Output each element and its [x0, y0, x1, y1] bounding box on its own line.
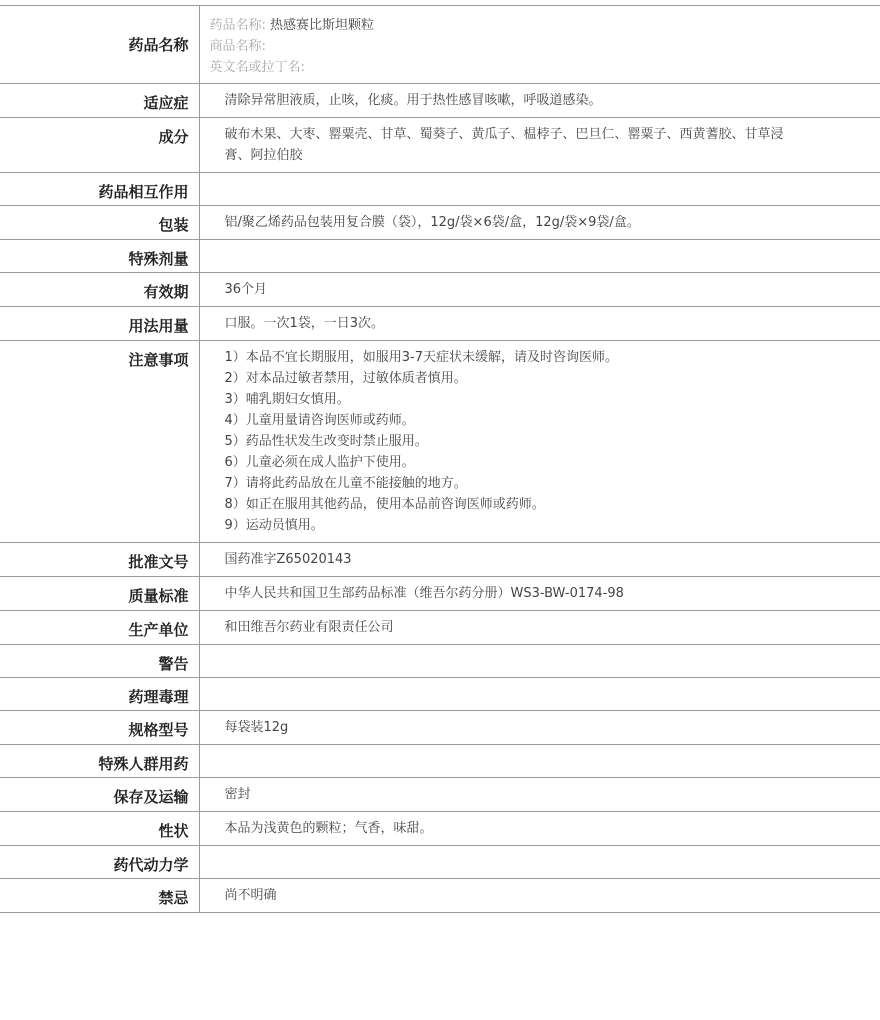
precaution-item: 8）如正在服用其他药品，使用本品前咨询医师或药师。 — [224, 497, 545, 512]
name-line-english: 英文名或拉丁名: — [209, 60, 305, 75]
value-package: 铝/聚乙烯药品包装用复合膜（袋），12g/袋×6袋/盒，12g/袋×9袋/盒。 — [199, 206, 880, 240]
label-interaction: 药品相互作用 — [0, 173, 199, 206]
precaution-item: 3）哺乳期妇女慎用。 — [224, 392, 350, 407]
row-package — [0, 206, 880, 240]
label-precautions: 注意事项 — [0, 341, 199, 543]
precaution-item: 7）请将此药品放在儿童不能接触的地方。 — [224, 476, 467, 491]
name-line-trade: 商品名称: — [209, 39, 266, 54]
value-spec: 每袋装12g — [199, 711, 880, 745]
precaution-item: 9）运动员慎用。 — [224, 518, 324, 533]
label-drug-name: 药品名称 — [0, 6, 199, 84]
label-special-population: 特殊人群用药 — [0, 745, 199, 778]
row-indication — [0, 84, 880, 118]
label-validity: 有效期 — [0, 273, 199, 307]
precaution-item: 5）药品性状发生改变时禁止服用。 — [224, 434, 428, 449]
row-precautions — [0, 341, 880, 543]
row-special-population — [0, 745, 880, 778]
row-pharmacokinetics — [0, 846, 880, 879]
row-storage — [0, 778, 880, 812]
label-standard: 质量标准 — [0, 577, 199, 611]
value-special-population — [199, 745, 880, 778]
row-character — [0, 812, 880, 846]
value-validity: 36个月 — [199, 273, 880, 307]
row-special-dose — [0, 240, 880, 273]
label-approval: 批准文号 — [0, 543, 199, 577]
value-usage: 口服。一次1袋，一日3次。 — [199, 307, 880, 341]
label-manufacturer: 生产单位 — [0, 611, 199, 645]
row-spec — [0, 711, 880, 745]
value-drug-name — [199, 6, 880, 84]
precaution-item: 2）对本品过敏者禁用，过敏体质者慎用。 — [224, 371, 467, 386]
label-pharmacokinetics: 药代动力学 — [0, 846, 199, 879]
value-ingredients: 破布木果、大枣、罂粟壳、甘草、蜀葵子、黄瓜子、榅桲子、巴旦仁、罂粟子、西黄蓍胶、甘草浸膏、阿拉伯胶 — [199, 118, 880, 173]
label-ingredients: 成分 — [0, 118, 199, 173]
value-precautions — [199, 341, 880, 543]
value-manufacturer: 和田维吾尔药业有限责任公司 — [199, 611, 880, 645]
value-contraindication: 尚不明确 — [199, 879, 880, 913]
precaution-item: 6）儿童必须在成人监护下使用。 — [224, 455, 415, 470]
value-storage: 密封 — [199, 778, 880, 812]
row-usage — [0, 307, 880, 341]
label-spec: 规格型号 — [0, 711, 199, 745]
row-contraindication — [0, 879, 880, 913]
value-interaction — [199, 173, 880, 206]
value-indication: 清除异常胆液质，止咳，化痰。用于热性感冒咳嗽，呼吸道感染。 — [199, 84, 880, 118]
row-warning — [0, 645, 880, 678]
precaution-item: 1）本品不宜长期服用，如服用3-7天症状未缓解，请及时咨询医师。 — [224, 350, 619, 365]
row-interaction — [0, 173, 880, 206]
row-ingredients — [0, 118, 880, 173]
row-validity — [0, 273, 880, 307]
label-contraindication: 禁忌 — [0, 879, 199, 913]
value-character: 本品为浅黄色的颗粒；气香，味甜。 — [199, 812, 880, 846]
value-pharmacokinetics — [199, 846, 880, 879]
label-usage: 用法用量 — [0, 307, 199, 341]
precaution-item: 4）儿童用量请咨询医师或药师。 — [224, 413, 415, 428]
row-standard — [0, 577, 880, 611]
name-line-generic: 药品名称: 热感赛比斯坦颗粒 — [209, 18, 375, 33]
label-special-dose: 特殊剂量 — [0, 240, 199, 273]
value-toxicology — [199, 678, 880, 711]
label-toxicology: 药理毒理 — [0, 678, 199, 711]
label-package: 包装 — [0, 206, 199, 240]
row-manufacturer — [0, 611, 880, 645]
value-special-dose — [199, 240, 880, 273]
value-warning — [199, 645, 880, 678]
value-approval: 国药准字Z65020143 — [199, 543, 880, 577]
drug-info-table — [0, 5, 880, 913]
row-toxicology — [0, 678, 880, 711]
label-storage: 保存及运输 — [0, 778, 199, 812]
label-warning: 警告 — [0, 645, 199, 678]
value-standard: 中华人民共和国卫生部药品标准（维吾尔药分册）WS3-BW-0174-98 — [199, 577, 880, 611]
label-character: 性状 — [0, 812, 199, 846]
row-drug-name — [0, 6, 880, 84]
label-indication: 适应症 — [0, 84, 199, 118]
row-approval — [0, 543, 880, 577]
